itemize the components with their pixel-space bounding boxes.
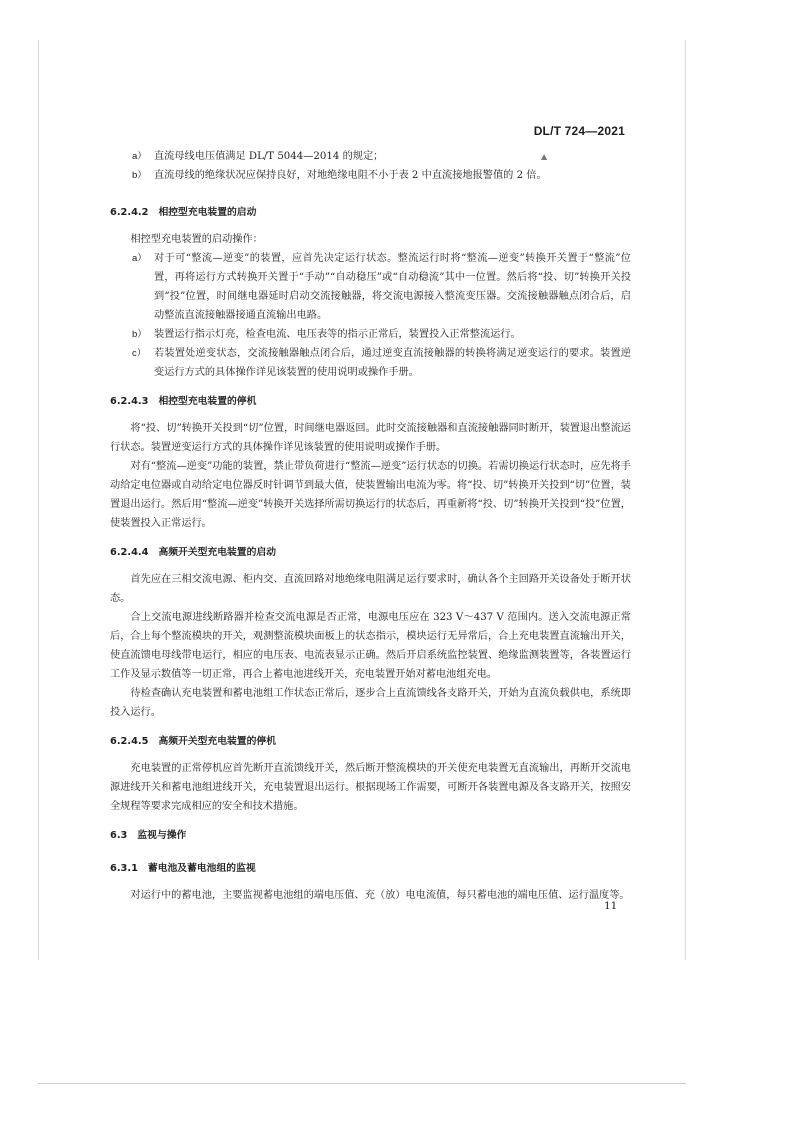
- page-edge-bottom: [38, 1083, 686, 1084]
- list-text: 装置运行指示灯亮，检查电流、电压表等的指示正常后，装置投入正常整流运行。: [154, 329, 521, 340]
- paragraph: 对有“整流—逆变”功能的装置，禁止带负荷进行“整流—逆变”运行状态的切换。若需切换运行状态时，应先将手动给定电位器或自动给定电位器反时针调节到最大值，使装置输出电流为零。将“投、切”转换开关投到“切”位置，装置退出运行。然后用“整流—逆变”转换开关选择所需切换运行的状态后，再重新将“投、切”转换开关投到“投”位置，使装置投入正常运行。: [110, 461, 631, 529]
- page-edge-left: [38, 40, 39, 960]
- list-text: 直流母线的绝缘状况应保持良好，对地绝缘电阻不小于表 2 中直流接地报警值的 2 倍。: [154, 170, 547, 181]
- list-label: a）: [132, 253, 147, 264]
- section-number: 6.2.4.4: [110, 547, 149, 558]
- paragraph: 对运行中的蓄电池，主要监视蓄电池组的端电压值、充（放）电电流值，每只蓄电池的端电压值、运行温度等。: [130, 890, 630, 901]
- list-label: a）: [132, 151, 147, 162]
- list-item: [110, 249, 631, 325]
- list-label: b）: [132, 329, 147, 340]
- paragraph: 将“投、切”转换开关投到“切”位置，时间继电器返回。此时交流接触器和直流接触器同时断开，装置退出整流运行状态。装置逆变运行方式的具体操作详见该装置的使用说明或操作手册。: [110, 423, 631, 453]
- paragraph: 待检查确认充电装置和蓄电池组工作状态正常后，逐步合上直流馈线各支路开关，开始为直流负载供电，系统即投入运行。: [110, 688, 631, 718]
- section-title: 相控型充电装置的启动: [158, 207, 257, 218]
- section-number: 6.2.4.5: [110, 736, 149, 747]
- page-number: 11: [604, 900, 618, 912]
- section-heading-6245: [110, 732, 631, 751]
- section-title: 相控型充电装置的停机: [158, 396, 257, 407]
- page-edge-right: [685, 40, 686, 960]
- standard-number: DL/T 724—2021: [533, 124, 625, 138]
- paragraph: 合上交流电源进线断路器并检查交流电源是否正常，电源电压应在 323 V～437 V 范围内。送入交流电源正常后，合上每个整流模块的开关，观测整流模块面板上的状态指示，模块运行无异常后，合上充电装置直流输出开关，使直流馈电母线带电运行，相应的电压表、电流表显示正确。然后开启系统监控装置、绝缘监测装置等，各装置运行工作及显示数值等一切正常，再合上蓄电池进线开关，充电装置开始对蓄电池组充电。: [110, 612, 631, 680]
- paragraph: 充电装置的正常停机应首先断开直流馈线开关，然后断开整流模块的开关使充电装置无直流输出，再断开交流电源进线开关和蓄电池组进线开关，充电装置退出运行。根据现场工作需要，可断开各装置电源及各支路开关，按照安全规程等要求完成相应的安全和技术措施。: [110, 763, 631, 812]
- paragraph: 相控型充电装置的启动操作：: [130, 234, 263, 245]
- list-text: 直流母线电压值满足 DL/T 5044—2014 的规定；: [154, 151, 384, 162]
- list-item: [110, 166, 631, 185]
- list-item: [110, 344, 631, 382]
- paragraph: 首先应在三相交流电源、柜内交、直流回路对地绝缘电阻满足运行要求时，确认各个主回路开关设备处于断开状态。: [110, 574, 631, 604]
- section-title: 高频开关型充电装置的停机: [158, 736, 276, 747]
- section-title: 蓄电池及蓄电池组的监视: [147, 863, 256, 874]
- section-heading-63: [110, 826, 631, 845]
- list-item: [110, 147, 631, 166]
- section-heading-631: [110, 859, 631, 878]
- list-label: c）: [132, 348, 147, 359]
- scan-mark: ▲: [541, 152, 548, 161]
- section-number: 6.3.1: [110, 863, 138, 874]
- page-body: [110, 147, 631, 905]
- section-heading-6244: [110, 543, 631, 562]
- list-text: 对于可“整流—逆变”的装置，应首先决定运行状态。整流运行时将“整流—逆变”转换开关置于“整流”位置，再将运行方式转换开关置于“手动”“自动稳压”或“自动稳流”其中一位置。然后将“投、切”转换开关投到“投”位置，时间继电器延时启动交流接触器，将交流电源接入整流变压器。交流接触器触点闭合后，启动整流直流接触器接通直流输出电路。: [154, 253, 631, 321]
- section-title: 监视与操作: [137, 830, 187, 841]
- section-title: 高频开关型充电装置的启动: [158, 547, 276, 558]
- section-number: 6.2.4.3: [110, 396, 149, 407]
- section-number: 6.2.4.2: [110, 207, 149, 218]
- section-heading-6242: [110, 203, 631, 222]
- list-text: 若装置处逆变状态，交流接触器触点闭合后，通过逆变直流接触器的转换将满足逆变运行的要求。装置逆变运行方式的具体操作详见该装置的使用说明或操作手册。: [154, 348, 631, 378]
- list-label: b）: [132, 170, 147, 181]
- list-item: [110, 325, 631, 344]
- section-number: 6.3: [110, 830, 128, 841]
- section-heading-6243: [110, 392, 631, 411]
